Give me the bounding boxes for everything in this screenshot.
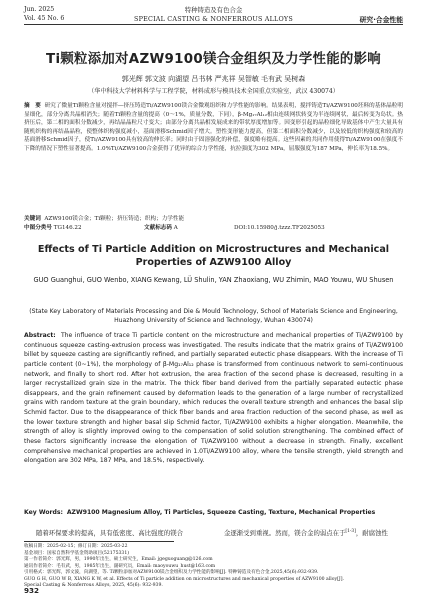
footnote-line: 第一作者简介：郭光辉，男，1990年出生，硕士研究生，Email: jgeguoguang@126.com — [24, 557, 213, 562]
body-col2-tail: ，耐腐蚀性 — [355, 529, 388, 537]
footnote-line: GUO G H, GUO W B, XIANG K W, et al. Effects of Ti particle addition on microstructures and mechanical properties of AZW9100 alloy[J]. — [24, 576, 344, 582]
en-title: Effects of Ti Particle Addition on Microstructures and Mechanical Properties of AZW9100 Alloy — [37, 244, 390, 268]
en-keywords-label: Key Words: — [24, 509, 63, 516]
volume-issue: Vol. 45 No. 6 — [24, 15, 65, 22]
cn-keywords — [24, 215, 403, 223]
cn-meta — [24, 224, 403, 233]
en-keywords-text: AZW9100 Magnesium Alloy, Ti Particles, Squeeze Casting, Texture, Mechanical Properties — [66, 509, 376, 516]
column-label: 研究·合金性能 — [359, 16, 403, 24]
doccode-value: A — [173, 225, 178, 231]
en-abstract — [24, 331, 403, 466]
cn-abstract-label: 摘 要 — [24, 103, 41, 109]
issue-date: Jun. 2025 — [24, 6, 55, 13]
doi-value[interactable]: 10.15980/j.tzzz.TF2025053 — [247, 225, 325, 231]
footnote-line: 基金项目：国家自然科学基金资助项目(52175331) — [24, 550, 130, 556]
clc-label: 中图分类号 — [24, 225, 52, 231]
en-abstract-label: Abstract: — [24, 332, 56, 339]
cn-abstract-text: 研究了微量Ti颗粒含量对搅拌—挤压铸造Ti/AZW9100镁合金微观组织和力学性能的影响。结果表明，搅拌铸造Ti/AZW9100坯料的基体晶粒明显细化，部分分离共晶相消失；随着Ti颗粒含量的提高（0～1%，质量分数，下同），β-Mg₁₇Al₁₂相由连续网状转变为半连续网状，最后转变为岛状。热挤压后，第二相的面积分数减少，再结晶晶粒尺寸变大；由部分分离共晶相发展成来的带状厚度增加等。因变形引起的晶粒细化导致基体中产生大量具有随机织构的再结晶晶粒，使整体织构强度减小，基面滑移Schmid因子增大。塑性变形能力提高，但第二相面积分数减少，以及较低的织构强度和较高的基面滑移Schmid因子，使Ti/AZW9100具有较高的伸长率；同时由于固溶强化的补偿，强度略有提高。这些因素的共同作用使得Ti/AZW9100在强度不下降的情况下塑性显著提高。1.0%Ti/AZW9100合金获得了优异的综合力学性能，抗拉强度为302 MPa，屈服强度为187 MPa，伸长率为18.5%。 — [24, 103, 403, 152]
header-rule — [24, 24, 403, 25]
body-col1: 随着环保要求的提高，具有低密度、高比强度的镁合 — [36, 529, 183, 537]
body-col2-ref[interactable]: [1-3] — [345, 528, 356, 534]
footnote-rule — [24, 541, 174, 542]
en-keywords — [24, 508, 403, 517]
clc-value: TG146.22 — [53, 225, 82, 231]
en-affiliation: (State Key Laboratory of Materials Processing and Die & Mould Technology, School of Materials Science and Engineering, Huazhong University of Science and Technology, Wuhan 430074) — [29, 308, 398, 325]
body-col2 — [224, 528, 388, 537]
body-col2-text: 金逐渐受到重视。然而，镁合金的弱点在于 — [224, 529, 346, 537]
cn-keywords-label: 关键词 — [24, 216, 41, 222]
journal-name-cn: 特种铸造及有色合金 — [184, 6, 243, 14]
footnote-line: Special Casting & Nonferrous Alloys, 2025, 45(6): 932-939. — [24, 583, 163, 588]
cn-abstract — [24, 102, 403, 154]
en-authors: GUO Guanghui, GUO Wenbo, XIANG Kewang, LÜ Shulin, YAN Zhaoxiang, WU Zhimin, MAO Youwu, WU Shusen — [33, 276, 394, 284]
body-text-start — [24, 528, 403, 538]
cn-affiliation: （华中科技大学材料科学与工程学院，材料成形与模具技术全国重点实验室，武汉 430074） — [88, 88, 339, 95]
footnote-line: 收稿日期：2025-02-15；修订日期：2025-03-22 — [24, 544, 128, 549]
page-number: 932 — [24, 586, 40, 595]
doi-label: DOI: — [234, 225, 248, 231]
en-abstract-text: The influence of trace Ti particle content on the microstructure and mechanical properties of Ti/AZW9100 by continuous squeeze casting-extrusion process was investigated. The results indicate that the matrix grains of Ti/AZW9100 billet by squeeze casting are significantly refined, and partially separated eutectic phase disappears. With the increase of Ti particle content (0~1%), the morphology of β-Mg₁₇Al₁₂ phase is transformed from continuous network to semi-continuous network, and finally to short rod. After hot extrusion, the area fraction of the second phase is decreased, resulting in a larger recrystallized grain size in the matrix. The thick fiber band derived from the partially separated eutectic phase disappears, and the grain refinement caused by deformation leads to the generation of a large number of recrystallized grains with random texture at the grain boundary, which reduces the overall texture strength and enhances the basal slip Schmid factor. Due to the disappearance of thick fiber bands and area fraction reduction of the second phase, as well as the lower texture strength and higher basal slip Schmid factor, Ti/AZW9100 exhibits a higher elongation. Meanwhile, the strength of alloy is slightly improved owing to the compensation of solid solution strengthening. The combined effect of these factors significantly increase the elongation of Ti/AZW9100 without a decrease in strength. Finally, excellent comprehensive mechanical properties are achieved in 1.0Ti/AZW9100 alloy, where the tensile strength, yield strength and elongation are 302 MPa, 187 MPa, and 18.5%, respectively. — [24, 332, 403, 465]
footnote-line: 引用格式：郭光辉，郭文波，向湖望，等. Ti颗粒添加对AZW9100镁合金组织及力学性能的影响[J]. 特种铸造及有色合金,2025,45(6):932-939. — [24, 570, 319, 575]
cn-authors: 郭光辉 郭文波 向湖望 吕书林 严兆祥 吴智敏 毛有武 吴树森 — [121, 75, 306, 83]
doccode-label: 文献标志码 — [144, 225, 172, 231]
cn-title: Ti颗粒添加对AZW9100镁合金组织及力学性能的影响 — [46, 52, 381, 67]
footnote-line: 通讯作者简介：毛有武，男，1985年出生，副研究员，Email: maoyouwu_hust@163.com — [24, 563, 216, 569]
journal-name-en: SPECIAL CASTING & NONFERROUS ALLOYS — [134, 15, 293, 23]
cn-keywords-text: AZW9100镁合金；Ti颗粒；挤压铸造；织构；力学性能 — [44, 216, 185, 222]
footnotes — [24, 544, 403, 590]
